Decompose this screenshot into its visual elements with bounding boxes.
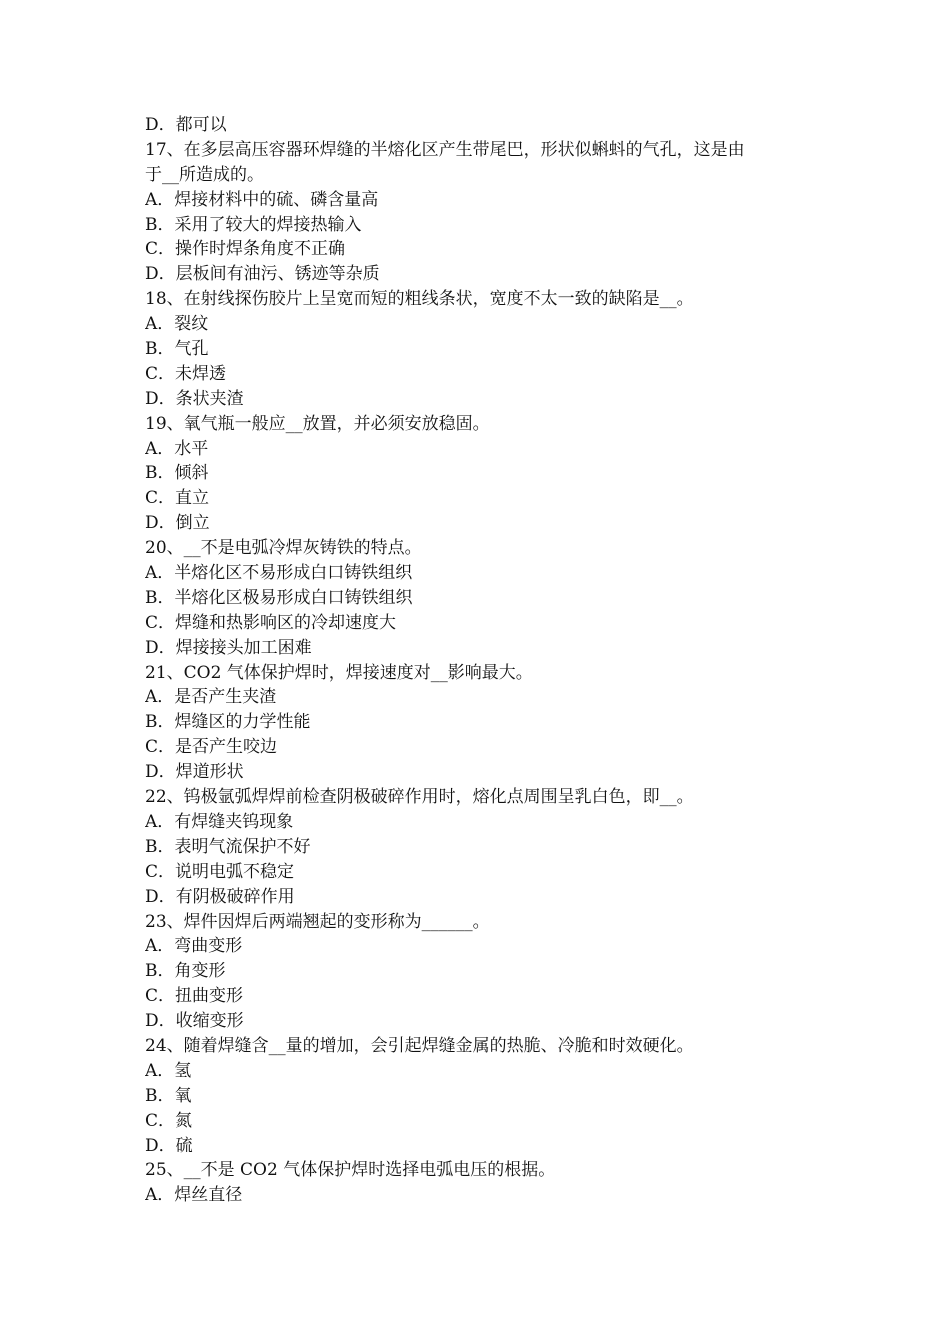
text-line: D．都可以 xyxy=(145,115,227,135)
text-line: A．水平 xyxy=(145,438,209,459)
text-line: B．角变形 xyxy=(145,961,226,982)
text-line: D．硫 xyxy=(145,1135,193,1156)
text-line: A．焊接材料中的硫、磷含量高 xyxy=(145,189,379,210)
text-line: B．表明气流保护不好 xyxy=(145,836,311,857)
text-line: 19、氧气瓶一般应__放置，并必须安放稳固。 xyxy=(145,413,490,434)
text-line: C．焊缝和热影响区的冷却速度大 xyxy=(145,612,397,633)
text-line: C．氮 xyxy=(145,1110,193,1131)
text-line: A．有焊缝夹钨现象 xyxy=(145,811,294,832)
text-line: C．说明电弧不稳定 xyxy=(145,861,295,882)
text-line: C．是否产生咬边 xyxy=(145,737,278,758)
text-line: C．操作时焊条角度不正确 xyxy=(145,239,346,260)
text-line: C．直立 xyxy=(145,488,210,509)
text-line: D．有阴极破碎作用 xyxy=(145,886,295,907)
text-line: B．倾斜 xyxy=(145,463,209,484)
text-line: 24、随着焊缝含__量的增加，会引起焊缝金属的热脆、冷脆和时效硬化。 xyxy=(145,1035,694,1056)
text-line: 于__所造成的。 xyxy=(145,164,264,185)
text-line: 23、焊件因焊后两端翘起的变形称为______。 xyxy=(145,911,490,932)
text-line: 20、__不是电弧冷焊灰铸铁的特点。 xyxy=(145,538,422,559)
text-line: C．未焊透 xyxy=(145,363,227,384)
text-line: D．焊接接头加工困难 xyxy=(145,637,312,658)
text-line: B．半熔化区极易形成白口铸铁组织 xyxy=(145,587,413,608)
document-body xyxy=(145,113,825,1208)
text-line: D．焊道形状 xyxy=(145,762,244,783)
text-line: B．采用了较大的焊接热输入 xyxy=(145,214,362,235)
text-line: B．焊缝区的力学性能 xyxy=(145,712,311,733)
text-line: D．收缩变形 xyxy=(145,1011,244,1032)
text-line: A．是否产生夹渣 xyxy=(145,687,277,708)
text-line: A．裂纹 xyxy=(145,314,209,335)
text-line: D．倒立 xyxy=(145,513,210,534)
text-line: 25、__不是 CO2 气体保护焊时选择电弧电压的根据。 xyxy=(145,1160,556,1181)
text-line: D．条状夹渣 xyxy=(145,388,244,409)
text-line: A．半熔化区不易形成白口铸铁组织 xyxy=(145,563,413,584)
text-line: C．扭曲变形 xyxy=(145,986,244,1007)
text-line: A．焊丝直径 xyxy=(145,1185,243,1206)
text-line: 17、在多层高压容器环焊缝的半熔化区产生带尾巴，形状似蝌蚪的气孔，这是由 xyxy=(145,139,745,160)
text-line: 21、CO2 气体保护焊时，焊接速度对__影响最大。 xyxy=(145,662,533,683)
text-line: A．弯曲变形 xyxy=(145,936,243,957)
text-line: D．层板间有油污、锈迹等杂质 xyxy=(145,264,380,285)
text-line: A．氢 xyxy=(145,1060,192,1081)
text-line: B．氧 xyxy=(145,1085,192,1106)
text-line: B．气孔 xyxy=(145,339,209,360)
text-line: 22、钨极氩弧焊焊前检查阴极破碎作用时，熔化点周围呈乳白色，即__。 xyxy=(145,787,694,808)
text-line: 18、在射线探伤胶片上呈宽而短的粗线条状，宽度不太一致的缺陷是__。 xyxy=(145,289,694,310)
